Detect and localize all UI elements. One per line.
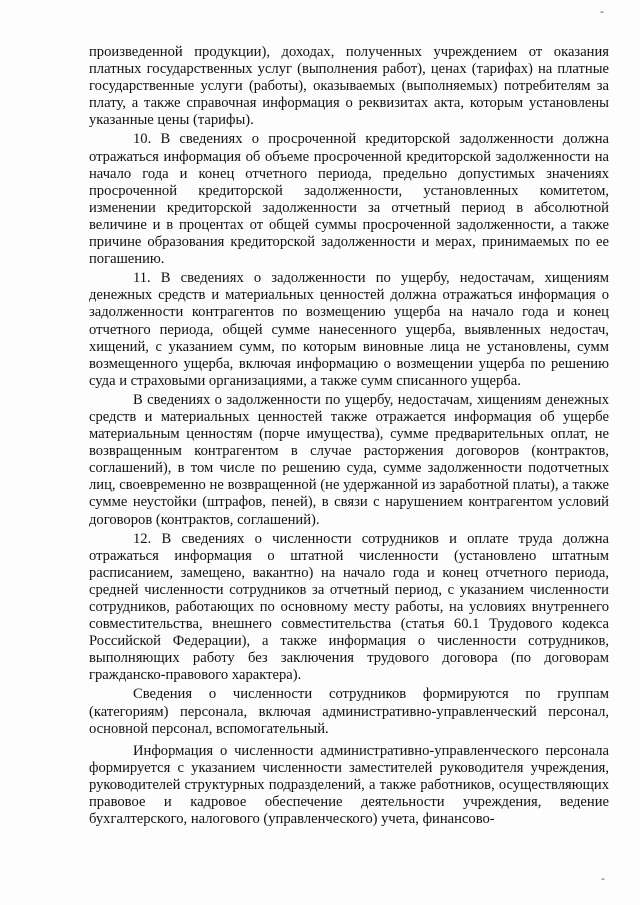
paragraph-admin-staff: Информация о численности административно-управленческого персонала формируется с указанием численности заместителей руководителя учреждения, руководителей структурных подразделений, а также работников, осуществляющих правовое и кадровое обеспечение деятельности учреждения, ведение бухгалтерского, налогового (управленческого) учета, финансово-	[89, 742, 609, 828]
paragraph-item-10: 10. В сведениях о просроченной кредиторской задолженности должна отражаться информация об объеме просроченной кредиторской задолженности на начало года и конец отчетного периода, предельно допустимых значениях просроченной кредиторской задолженности, установленных комитетом, изменении кредиторской задолженности за отчетный период в абсолютной величине и в процентах от общей суммы просроченной задолженности, а также причине образования кредиторской задолженности и мерах, принимаемых по ее погашению.	[89, 131, 609, 268]
document-body	[89, 44, 609, 830]
paragraph-continuation: произведенной продукции), доходах, полученных учреждением от оказания платных государственных услуг (выполнения работ), ценах (тарифах) на платные государственные услуги (работы), оказываемых (выполняемых) потребителям за плату, а также справочная информация о реквизитах акта, которым установлены указанные цены (тарифы).	[89, 44, 609, 129]
paragraph-damage-details: В сведениях о задолженности по ущербу, недостачам, хищениям денежных средств и материальных ценностей также отражается информация об ущербе материальным ценностям (порче имущества), сумме предварительных оплат, не возвращенным контрагентом в случае расторжения договоров (контрактов, соглашений), в том числе по решению суда, сумме задолженности подотчетных лиц, своевременно не возвращенной (не удержанной из заработной платы), а также сумме неустойки (штрафов, пеней), в связи с нарушением контрагентом условий договоров (контрактов, соглашений).	[89, 391, 609, 528]
paragraph-staff-groups: Сведения о численности сотрудников формируются по группам (категориям) персонала, включая административно-управленческий персонал, основной персонал, вспомогательный.	[89, 686, 609, 737]
scan-mark-bottom: -	[601, 872, 605, 885]
scan-mark-top: -	[600, 5, 604, 18]
paragraph-item-12: 12. В сведениях о численности сотрудников и оплате труда должна отражаться информация о штатной численности (установлено штатным расписанием, замещено, вакантно) на начало года и конец отчетного периода, средней численности сотрудников за отчетный период, с указанием численности сотрудников, работающих по основному месту работы, на условиях внутреннего совместительства, внешнего совместительства (статья 60.1 Трудового кодекса Российской Федерации), а также информация о численности сотрудников, выполняющих работу без заключения трудового договора (по договорам гражданско-правового характера).	[89, 530, 609, 684]
paragraph-item-11: 11. В сведениях о задолженности по ущербу, недостачам, хищениям денежных средств и материальных ценностей должна отражаться информация о задолженности контрагентов по возмещению ущерба на начало года и конец отчетного периода, общей сумме нанесенного ущерба, выявленных недостач, хищений, с указанием сумм, по которым виновные лица не установлены, сумм возмещенного ущерба, включая информацию о возмещении ущерба по решению суда и страховыми организациями, а также сумм списанного ущерба.	[89, 270, 609, 389]
